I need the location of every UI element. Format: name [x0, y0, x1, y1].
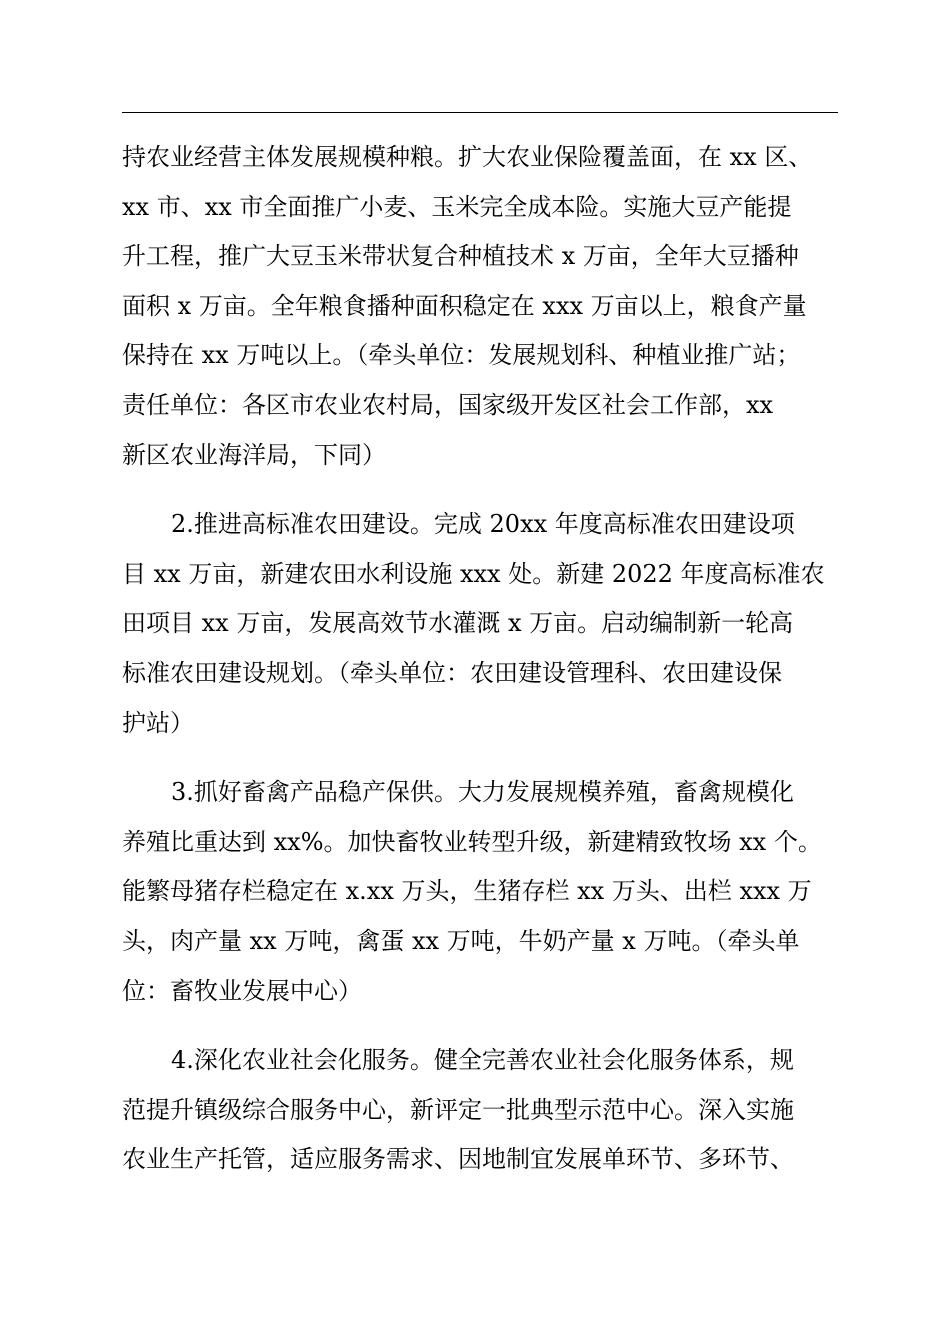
text-line: 标准农田建设规划。（牵头单位：农田建设管理科、农田建设保 — [122, 658, 782, 687]
paragraph-1 — [122, 133, 862, 480]
text-line: 目 xx 万亩，新建农田水利设施 xxx 处。新建 2022 年度高标准农 — [122, 559, 825, 588]
text-line: 田项目 xx 万亩，发展高效节水灌溉 x 万亩。启动编制新一轮高 — [122, 609, 794, 638]
paragraph-4 — [122, 1036, 862, 1185]
text-line: 持农业经营主体发展规模种粮。扩大农业保险覆盖面，在 xx 区、 — [122, 143, 813, 171]
text-line: 护站） — [122, 708, 194, 737]
text-line: 4.深化农业社会化服务。健全完善农业社会化服务体系，规 — [171, 1046, 794, 1075]
text-line: 能繁母猪存栏稳定在 x.xx 万头，生猪存栏 xx 万头、出栏 xxx 万 — [122, 877, 812, 906]
text-line: 头，肉产量 xx 万吨，禽蛋 xx 万吨，牛奶产量 x 万吨。（牵头单 — [122, 926, 800, 955]
text-line: 养殖比重达到 xx%。加快畜牧业转型升级，新建精致牧场 xx 个。 — [122, 827, 822, 856]
text-line: 2.推进高标准农田建设。完成 20xx 年度高标准农田建设项 — [171, 510, 795, 539]
text-line: 升工程，推广大豆玉米带状复合种植技术 x 万亩，全年大豆播种 — [122, 242, 799, 271]
text-line: 位：畜牧业发展中心） — [122, 976, 362, 1005]
text-line: 农业生产托管，适应服务需求、因地制宜发展单环节、多环节、 — [122, 1145, 794, 1174]
paragraph-2 — [122, 500, 862, 748]
document-body — [122, 133, 862, 1185]
text-line: 面积 x 万亩。全年粮食播种面积稳定在 xxx 万亩以上，粮食产量 — [122, 291, 807, 320]
header-rule — [122, 112, 838, 113]
text-line: 责任单位：各区市农业农村局，国家级开发区社会工作部，xx — [122, 390, 774, 419]
paragraph-3 — [122, 768, 862, 1016]
text-line: 范提升镇级综合服务中心，新评定一批典型示范中心。深入实施 — [122, 1095, 794, 1124]
text-line: 保持在 xx 万吨以上。（牵头单位：发展规划科、种植业推广站； — [122, 341, 801, 370]
text-line: 3.抓好畜禽产品稳产保供。大力发展规模养殖，畜禽规模化 — [171, 778, 794, 807]
text-line: xx 市、xx 市全面推广小麦、玉米完全成本险。实施大豆产能提 — [122, 192, 792, 221]
text-line: 新区农业海洋局，下同） — [122, 440, 386, 469]
